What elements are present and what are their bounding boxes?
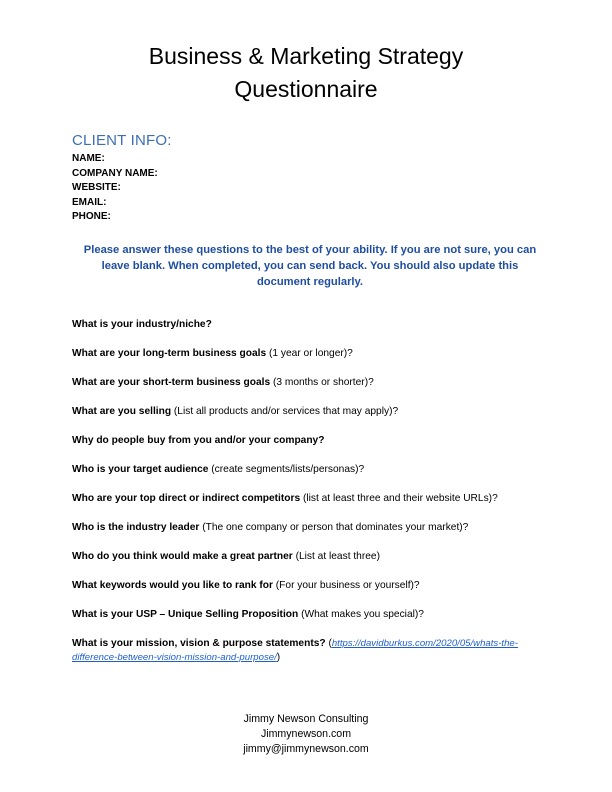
page-title-line-1: Business & Marketing Strategy	[148, 43, 464, 69]
footer-website: Jimmynewson.com	[260, 728, 352, 740]
client-field-website: WEBSITE:	[72, 182, 121, 194]
question-hint: (The one company or person that dominates your market)?	[199, 522, 469, 533]
question-hint: (For your business or yourself)?	[272, 580, 420, 591]
client-field-name: NAME:	[72, 153, 105, 164]
question-label: Who is your target audience	[72, 464, 209, 475]
question-item	[72, 405, 398, 419]
question-item	[72, 550, 380, 564]
question-label: What are your short-term business goals	[72, 377, 271, 388]
question-hint-close: )	[276, 652, 281, 663]
mission-reference-link[interactable]: https://davidburkus.com/2020/05/whats-the-difference-between-vision-mission-and-purpose/	[72, 638, 518, 663]
question-label: What is your industry/niche?	[72, 319, 212, 330]
client-info-heading: CLIENT INFO:	[72, 132, 172, 149]
question-item	[72, 637, 542, 665]
question-item	[72, 463, 364, 477]
client-field-phone: PHONE:	[72, 211, 111, 223]
footer-email: jimmy@jimmynewson.com	[243, 743, 369, 755]
question-item	[72, 579, 420, 593]
question-label: Who do you think would make a great partner	[72, 551, 293, 562]
question-label: Who are your top direct or indirect competitors	[72, 493, 301, 504]
page-title-line-2: Questionnaire	[234, 76, 378, 102]
client-field-company-name: COMPANY NAME:	[72, 167, 158, 179]
page-title	[0, 40, 612, 106]
footer-company: Jimmy Newson Consulting	[243, 713, 369, 725]
question-label: What are you selling	[72, 406, 172, 417]
instructions-text: Please answer these questions to the best of your ability. If you are not sure, you can leave blank. When completed, you can send back. You should also update this document regularly.	[83, 244, 537, 288]
question-hint: (List at least three)	[292, 551, 380, 562]
question-label: What is your mission, vision & purpose statements?	[72, 638, 326, 649]
question-hint: (What makes you special)?	[298, 609, 424, 620]
question-item	[72, 318, 212, 332]
question-item	[72, 492, 498, 506]
question-item	[72, 376, 374, 390]
question-label: What keywords would you like to rank for	[72, 580, 273, 591]
question-label: Who is the industry leader	[72, 522, 200, 533]
question-hint: (list at least three and their website URLs)?	[300, 493, 498, 504]
question-hint: (	[325, 638, 332, 649]
question-label: What is your USP – Unique Selling Proposition	[72, 609, 299, 620]
client-info-fields	[72, 152, 158, 225]
footer	[0, 712, 612, 757]
question-hint: (3 months or shorter)?	[270, 377, 374, 388]
question-hint: (List all products and/or services that may apply)?	[171, 406, 399, 417]
question-item	[72, 608, 424, 622]
question-item	[72, 434, 324, 448]
question-hint: (1 year or longer)?	[266, 348, 353, 359]
question-hint: (create segments/lists/personas)?	[208, 464, 365, 475]
client-field-email: EMAIL:	[72, 196, 107, 208]
question-label: What are your long-term business goals	[72, 348, 267, 359]
question-item	[72, 521, 468, 535]
question-item	[72, 347, 353, 361]
question-label: Why do people buy from you and/or your company?	[72, 435, 325, 446]
